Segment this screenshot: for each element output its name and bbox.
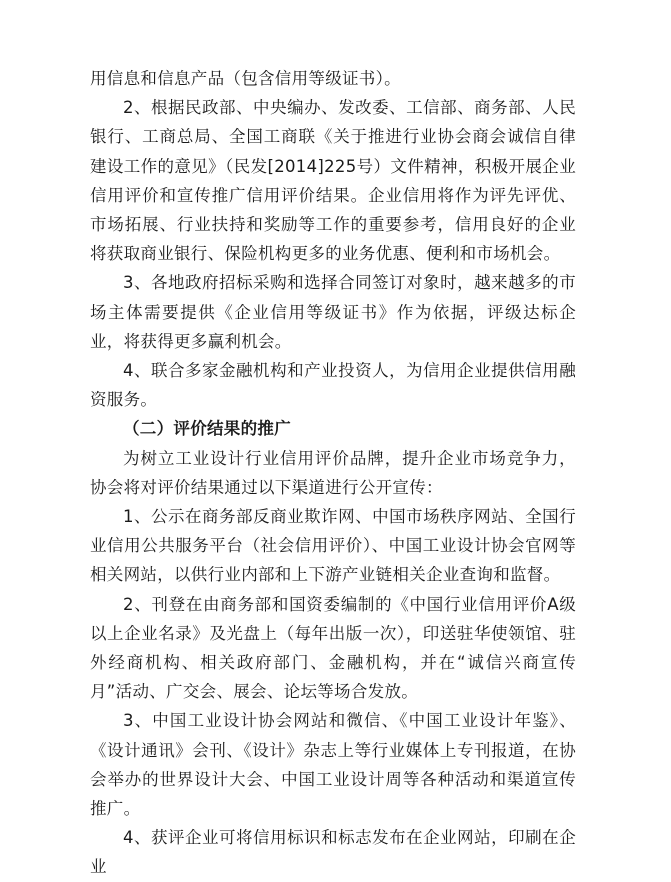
paragraph-channel-3: 3、中国工业设计协会网站和微信、《中国工业设计年鉴》、《设计通讯》会刊、《设计》杂志上等行业媒体上专刊报道，在协会举办的世界设计大会、中国工业设计周等各种活动和渠道宣传推广。 [90, 711, 576, 819]
paragraph-item-4: 4、联合多家金融机构和产业投资人，为信用企业提供信用融资服务。 [90, 361, 576, 410]
paragraph-item-2: 2、根据民政部、中央编办、发改委、工信部、商务部、人民银行、工商总局、全国工商联《关于推进行业协会商会诚信自律建设工作的意见》（民发[2014]225号）文件精神，积极开展企业信用评价和宣传推广信用评价结果。企业信用将作为评先评优、市场拓展、行业扶持和奖励等工作的重要参考，信用良好的企业将获取商业银行、保险机构更多的业务优惠、便利和市场机会。 [90, 98, 576, 264]
document-body [90, 64, 576, 882]
paragraph-channel-4: 4、获评企业可将信用标识和标志发布在企业网站，印刷在企业 [90, 828, 576, 877]
paragraph-intro: 为树立工业设计行业信用评价品牌，提升企业市场竞争力，协会将对评价结果通过以下渠道进行公开宣传： [90, 448, 576, 497]
paragraph-channel-1: 1、公示在商务部反商业欺诈网、中国市场秩序网站、全国行业信用公共服务平台（社会信用评价）、中国工业设计协会官网等相关网站，以供行业内部和上下游产业链相关企业查询和监督。 [90, 507, 576, 585]
paragraph-continuation: 用信息和信息产品（包含信用等级证书）。 [90, 69, 401, 88]
section-heading: （二）评价结果的推广 [123, 419, 291, 439]
paragraph-channel-2: 2、刊登在由商务部和国资委编制的《中国行业信用评价A级以上企业名录》及光盘上（每年出版一次），印送驻华使领馆、驻外经商机构、相关政府部门、金融机构，并在“诚信兴商宣传月”活动、广交会、展会、论坛等场合发放。 [90, 594, 576, 702]
paragraph-item-3: 3、各地政府招标采购和选择合同签订对象时，越来越多的市场主体需要提供《企业信用等级证书》作为依据，评级达标企业，将获得更多赢利机会。 [90, 273, 576, 351]
